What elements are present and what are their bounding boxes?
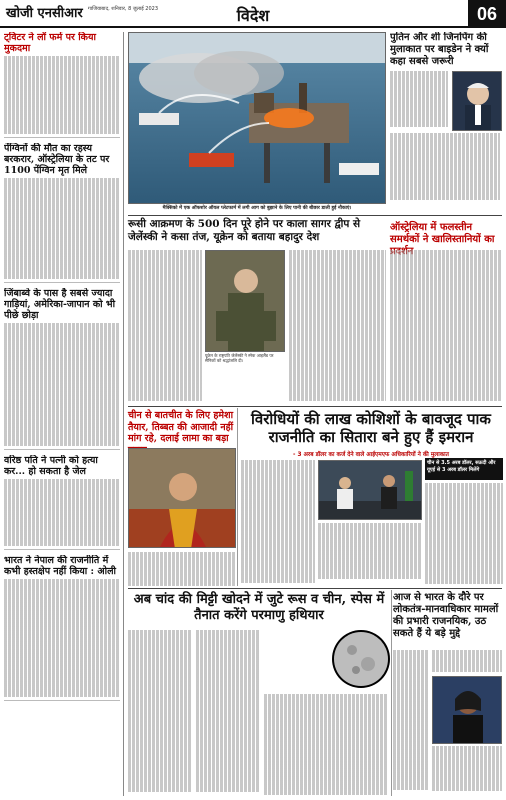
story-body-lines (390, 133, 500, 200)
us-body-col1 (393, 650, 429, 796)
pakistan-body-col1 (241, 460, 315, 585)
us-diplomat-headline: आज से भारत के दौरे पर लोकतंत्र-मानवाधिकार मामलों की प्रभारी राजनयिक, उठ सकते हैं ये बड़े मुद्दे (393, 592, 499, 639)
page-number: 06 (468, 0, 506, 28)
us-body-col2 (432, 650, 502, 674)
moon-body-col2 (196, 630, 260, 796)
story-oli (4, 555, 120, 700)
story-headline: वरिष्ठ पति ने पत्नी को हत्या कर... हो सकता है जेल (4, 455, 98, 478)
divider (128, 406, 502, 407)
section-title: विदेश (236, 6, 270, 25)
diplomat-photo (432, 676, 502, 744)
pakistan-body-col3 (425, 483, 503, 585)
story-headline: पुतिन और शी जिनपिंग की मुलाकात पर बाइडेन ने क्यों कहा सबसे जरूरी (390, 32, 489, 67)
dateline: गाजियाबाद, शनिवार, 8 जुलाई 2023 (88, 6, 158, 12)
right-top-story (390, 32, 502, 217)
moon-headline: अब चांद की मिट्टी खोदने में जुटे रूस व चीन, स्पेस में तैनात करेंगे परमाणु हथियार (133, 592, 385, 623)
masthead (0, 0, 506, 28)
australia-body (390, 250, 502, 405)
pakistan-subhead: - 3 अरब डॉलर का कर्ज देने वाले आईएमएफ अधिकारियों ने की मुलाकात (293, 452, 449, 458)
story-body-lines (4, 178, 120, 279)
australia-headline: ऑस्ट्रेलिया में फलस्तीन समर्थकों ने खालिस्तानियों का (390, 222, 495, 245)
story-penguins (4, 143, 120, 283)
pakistan-body-col2 (318, 523, 422, 585)
divider (128, 588, 502, 589)
story-body-lines (4, 56, 120, 134)
story-body-lines (390, 71, 448, 127)
story-headline: भारत ने नेपाल की राजनीति में कभी हस्तक्षेप नहीं किया : ओली (4, 555, 116, 578)
story-headline: जिंबाब्वे के पास है सबसे ज्यादा गाड़ियां, अमेरिका-जापान को भी पीछे छोड़ा (4, 288, 116, 321)
photo-caption: मैक्सिको में एक ऑफशोर ऑयल प्लेटफार्म में लगी आग को बुझाने के लिए पानी की बौछार डाली हुई नौकाएं। (162, 206, 352, 211)
photo-caption: यूक्रेन के राष्ट्रपति जेलेंस्की ने स्नेक आइलैंड पर सैनिकों को श्रद्धांजलि दी। (205, 353, 274, 363)
china-body (128, 552, 236, 586)
story-body-lines (4, 323, 120, 446)
story-body-lines (4, 579, 120, 696)
moon-body-col1 (128, 630, 192, 796)
china-headline: चीन से बातचीत के लिए हमेशा तैयार, तिब्बत की आजादी नहीं मांग रहे, दलाई लामा का बड़ा (128, 410, 234, 444)
imran-meeting-photo (318, 460, 422, 520)
story-headline: पेंग्विनों की मौत का रहस्य बरकरार, ऑस्ट्रेलिया के तट पर 1100 पेंग्विन मृत मिले (4, 143, 110, 177)
story-body-lines (4, 479, 120, 546)
pakistan-headline: विरोधियों की लाख कोशिशों के बावजूद पाक राजनीति का सितारा बने हुए हैं इमरान (251, 410, 491, 446)
story-twitter (4, 32, 120, 138)
russia-headline: रूसी आक्रमण के 500 दिन पूरे होने पर काला सागर द्वीप से जेलेंस्की ने कसा तंज, यूक्रेन को बताया बहादुर देश (128, 218, 361, 243)
us-body-col3 (432, 746, 502, 796)
russia-body-col1 (128, 250, 202, 405)
pakistan-side-box: चीन से 3.5 अरब डॉलर, सऊदी और यूएई से 3 अरब डॉलर मिलेंगे (425, 458, 503, 480)
divider (391, 590, 392, 796)
oil-platform-photo (128, 32, 386, 204)
moon-body-col3 (264, 694, 388, 796)
divider (237, 408, 238, 586)
left-column (4, 32, 124, 796)
newspaper-brand: खोजी एनसीआर (6, 6, 83, 21)
story-husband (4, 455, 120, 550)
russia-body-col3 (289, 250, 386, 405)
dalai-lama-photo (128, 448, 236, 548)
story-zimbabwe (4, 288, 120, 450)
moon-photo (332, 630, 390, 688)
biden-photo (452, 71, 502, 131)
zelensky-photo (205, 250, 285, 352)
story-headline: ट्विटर ने लॉ फर्म पर किया मुकदमा (4, 32, 96, 54)
divider (128, 215, 502, 216)
